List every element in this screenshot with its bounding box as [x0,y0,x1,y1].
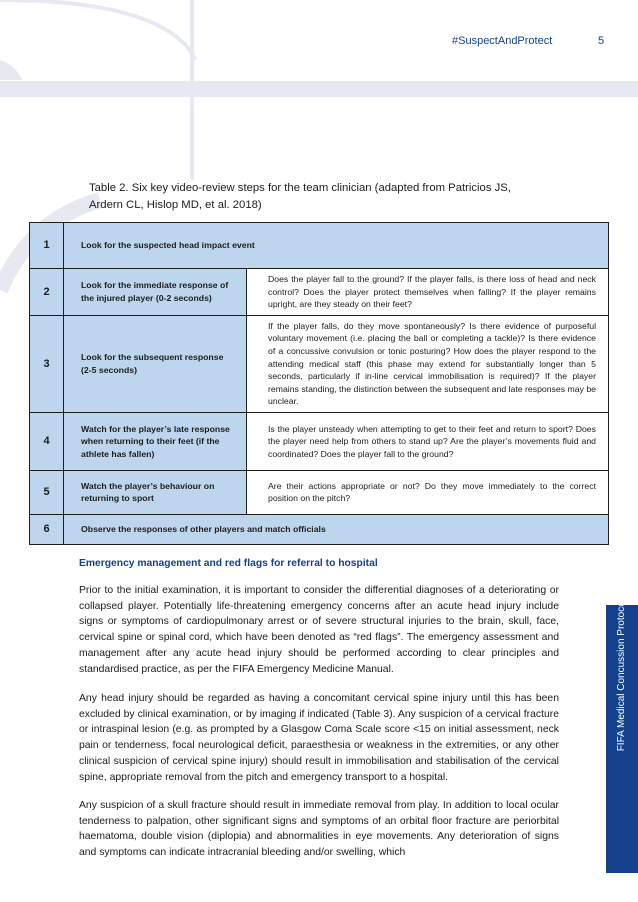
step-title: Watch the player’s behaviour on returning to sport [64,470,247,514]
step-description: Is the player unsteady when attempting to get to their feet and return to sport? Does the player need help from others to stand up? Are the player’s movements fluid and coordinated? Does the player fall to the ground? [247,412,609,470]
table-row [30,470,609,514]
step-title: Look for the suspected head impact event [64,223,609,269]
sidebar-label: FIFA Medical Concussion Protocol [616,599,627,752]
step-description: If the player falls, do they move spontaneously? Is there evidence of purposeful voluntary movement (i.e. placing the ball or completing a tackle)? Is there evidence of a concussive convulsion or tonic posturing? How does the player respond to the attending medical staff (this phase may extend for substantially longer than 5 seconds, particularly if in-line cervical immobilisation is required)? If the player remains standing, the distinction between the subsequent and late responses may be unclear. [247,315,609,412]
sidebar-tab [606,599,638,873]
table-row [30,269,609,316]
step-title: Look for the subsequent response (2-5 seconds) [64,315,247,412]
body-paragraph: Prior to the initial examination, it is important to consider the differential diagnoses of a deteriorating or collapsed player. Potentially life-threatening emergency concerns after an acute head injury include signs or symptoms of cardiopulmonary arrest or of severe structural injuries to the brain, skull, face, cervical spine or spinal cord, which have been denoted as “red flags”. The emergency assessment and management after any acute head injury should be performed according to clear principles and standardised practice, as per the FIFA Emergency Medicine Manual. [79,585,559,675]
step-title: Watch for the player’s late response when returning to their feet (if the athlete has fallen) [64,412,247,470]
step-number: 5 [30,470,64,514]
step-title: Observe the responses of other players and match officials [64,514,609,544]
step-number: 6 [30,514,64,544]
table-row [30,315,609,412]
table-row [30,223,609,269]
step-description: Does the player fall to the ground? If the player falls, is there loss of head and neck control? Does the player protect themselves when falling? If the player remains upright, are they steady on their feet? [247,269,609,316]
header-hashtag: #SuspectAndProtect [452,35,553,47]
step-number: 2 [30,269,64,316]
video-review-steps-table [29,222,609,545]
step-description: Are their actions appropriate or not? Do they move immediately to the correct position on the pitch? [247,470,609,514]
table-caption-line: Ardern CL, Hislop MD, et al. 2018) [89,199,262,211]
table-row [30,514,609,544]
step-title: Look for the immediate response of the injured player (0-2 seconds) [64,269,247,316]
body-paragraph: Any head injury should be regarded as having a concomitant cervical spine injury until this has been excluded by clinical examination, or by imaging if indicated (Table 3). Any suspicion of a cervical fracture or intraspinal lesion (e.g. as prompted by a Glasgow Coma Scale score <15 on initial assessment, neck pain or tenderness, focal neurological deficit, paraesthesia or weakness in the extremities, or any other clinical suspicion of cervical spine injury) should result in immobilisation and stabilisation of the cervical spine, appropriate removal from the pitch and emergency transport to a hospital. [79,693,559,783]
table-caption [89,180,559,214]
step-number: 4 [30,412,64,470]
table-caption-line: Table 2. Six key video-review steps for the team clinician (adapted from Patricios JS, [89,182,511,194]
step-number: 3 [30,315,64,412]
body-paragraph: Any suspicion of a skull fracture should result in immediate removal from play. In addition to local ocular tenderness to palpation, other significant signs and symptoms of an orbital floor fracture are periorbital haematoma, double vision (diplopia) and abnormalities in eye movements. Any deterioration of signs and symptoms can indicate intracranial bleeding and/or swelling, which [79,800,559,859]
table-row [30,412,609,470]
page-number: 5 [598,35,605,47]
step-number: 1 [30,223,64,269]
section-heading: Emergency management and red flags for referral to hospital [79,558,378,569]
